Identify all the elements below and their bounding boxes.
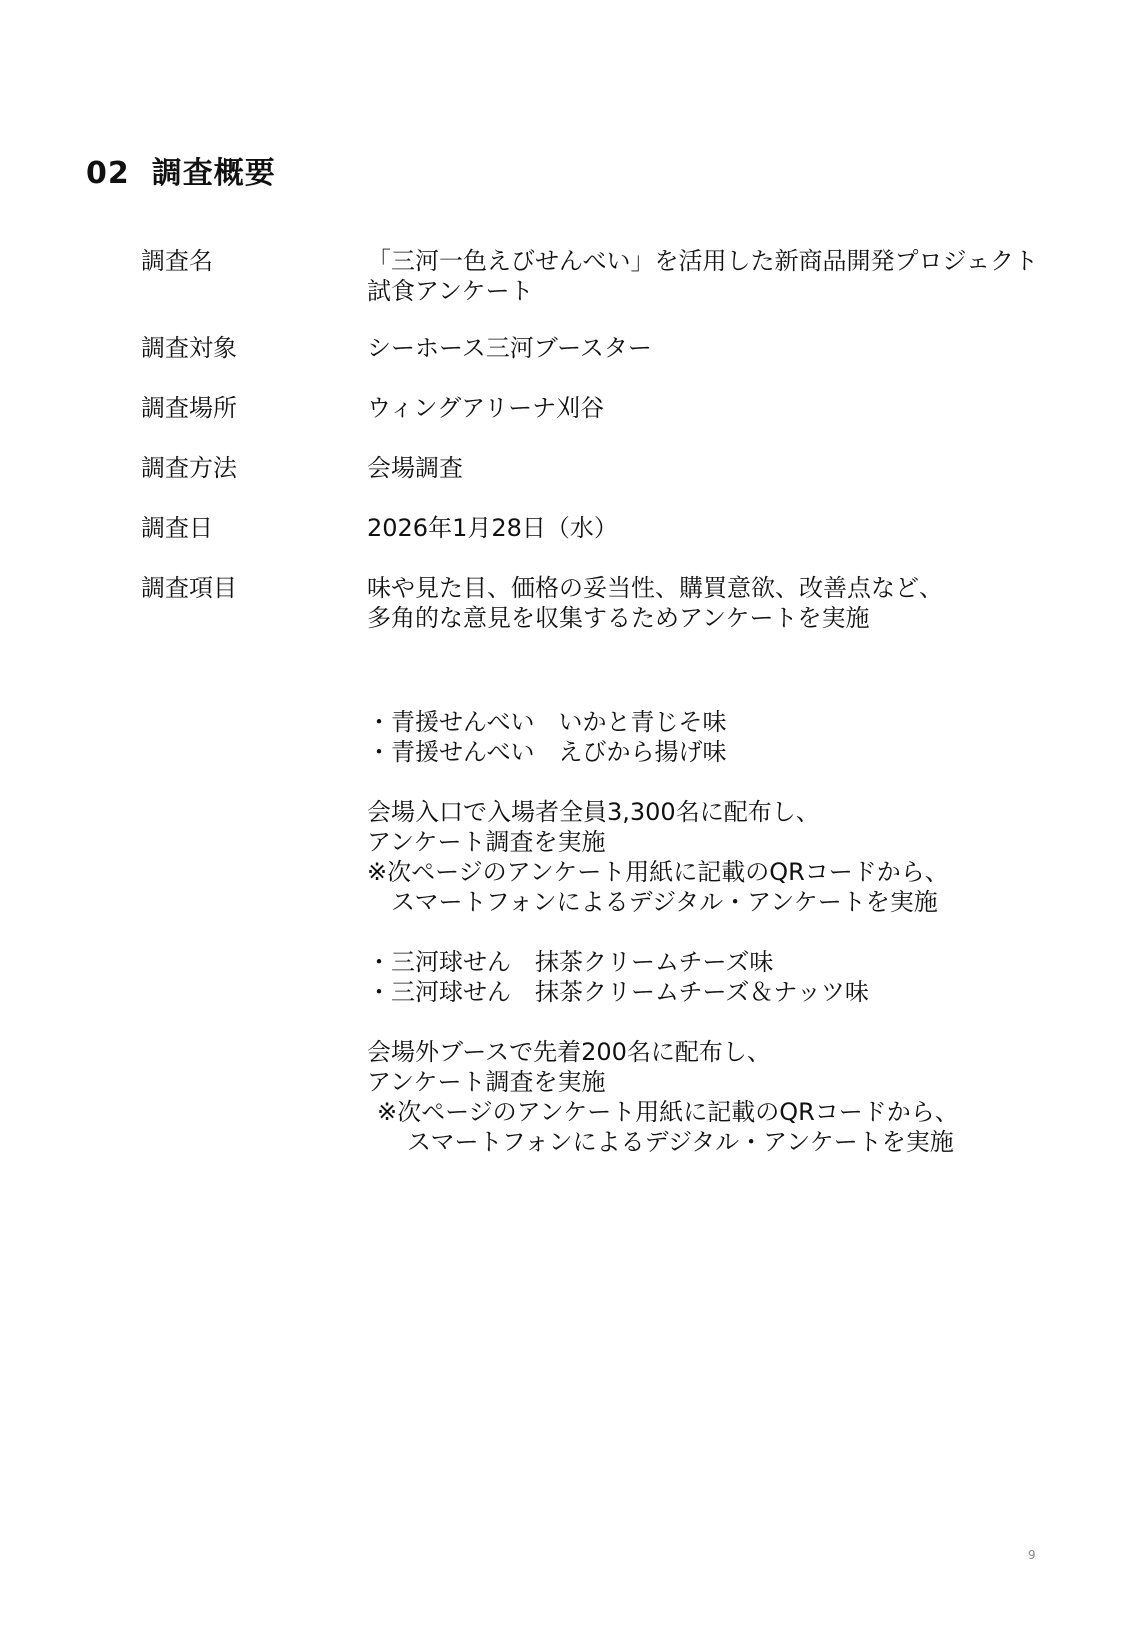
distribution-text: アンケート調査を実施 xyxy=(367,1068,606,1096)
distribution-note-1 xyxy=(367,797,949,917)
note-text: スマートフォンによるデジタル・アンケートを実施 xyxy=(391,888,938,916)
page-heading xyxy=(86,148,276,192)
product-list-2 xyxy=(367,947,869,1007)
row-value xyxy=(367,513,618,543)
distribution-text: アンケート調査を実施 xyxy=(367,828,606,856)
value-line: 「三河一色えびせんべい」を活用した新商品開発プロジェクト xyxy=(367,247,1039,275)
distribution-text: 会場入口で入場者全員3,300名に配布し、 xyxy=(367,798,820,826)
value-line: 味や見た目、価格の妥当性、購買意欲、改善点など、 xyxy=(367,574,943,602)
row-label: 調査日 xyxy=(141,514,213,542)
page-number: 9 xyxy=(1028,1548,1036,1562)
section-title: 調査概要 xyxy=(151,156,276,191)
product-item: ・三河球せん 抹茶クリームチーズ＆ナッツ味 xyxy=(367,978,869,1006)
value-line: 会場調査 xyxy=(367,454,463,482)
row-value xyxy=(367,573,943,633)
distribution-note-2 xyxy=(367,1037,959,1157)
section-number: 02 xyxy=(86,156,130,191)
value-line: シーホース三河ブースター xyxy=(367,334,652,362)
product-item: ・三河球せん 抹茶クリームチーズ味 xyxy=(367,948,774,976)
product-item: ・青援せんべい えびから揚げ味 xyxy=(367,738,727,766)
row-label: 調査名 xyxy=(141,247,213,275)
value-line: ウィングアリーナ刈谷 xyxy=(367,394,605,422)
value-line: 2026年1月28日（水） xyxy=(367,514,618,542)
row-value xyxy=(367,453,463,483)
product-item: ・青援せんべい いかと青じそ味 xyxy=(367,708,727,736)
note-text: スマートフォンによるデジタル・アンケートを実施 xyxy=(407,1128,954,1156)
note-text: ※次ページのアンケート用紙に記載のQRコードから、 xyxy=(377,1098,959,1126)
row-value xyxy=(367,246,1038,306)
row-value xyxy=(367,333,652,363)
row-label: 調査方法 xyxy=(141,454,237,482)
product-list-1 xyxy=(367,707,727,767)
row-value xyxy=(367,393,604,423)
row-label: 調査項目 xyxy=(141,574,237,602)
note-text: ※次ページのアンケート用紙に記載のQRコードから、 xyxy=(367,858,949,886)
value-line: 試食アンケート xyxy=(367,277,534,305)
distribution-text: 会場外ブースで先着200名に配布し、 xyxy=(367,1038,771,1066)
row-label: 調査場所 xyxy=(141,394,237,422)
value-line: 多角的な意見を収集するためアンケートを実施 xyxy=(367,604,870,632)
row-label: 調査対象 xyxy=(141,334,237,362)
